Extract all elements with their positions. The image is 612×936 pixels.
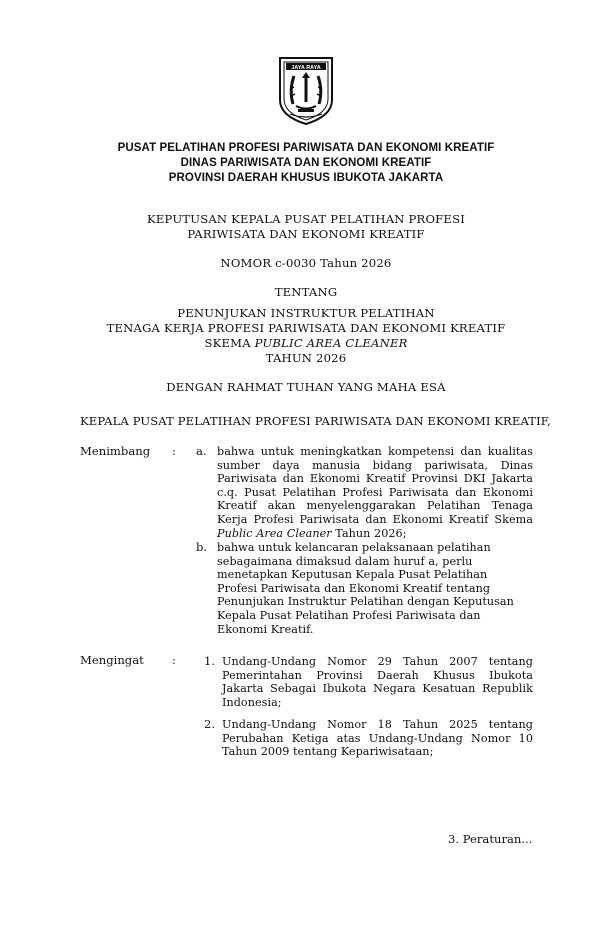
text-line: c.q. Pusat Pelatihan Profesi Pariwisata dan Ekonomi — [217, 485, 533, 499]
decree-number: NOMOR c-0030 Tahun 2026 — [220, 256, 392, 270]
text-line: Kerja Profesi Pariwisata dan Ekonomi Kreatif Skema — [217, 512, 533, 526]
decree-subject-line3 — [60, 336, 552, 350]
decree-title-line2: PARIWISATA DAN EKONOMI KREATIF — [187, 227, 425, 241]
text-line: sumber daya manusia bidang pariwisata, Dinas — [217, 458, 533, 472]
text-line: Penunjukan Instruktur Pelatihan dengan Keputusan — [217, 595, 514, 609]
text-line: sebagaimana dimaksud dalam huruf a, perlu — [217, 554, 473, 568]
text-line: Undang-Undang Nomor 29 Tahun 2007 tentang — [222, 655, 533, 668]
menimbang-label: Menimbang — [80, 444, 151, 458]
text-line: Jakarta Sebagai Ibukota Negara Kesatuan Republik — [222, 682, 533, 696]
text-line: Indonesia; — [222, 695, 282, 709]
institution-name: PUSAT PELATIHAN PROFESI PARIWISATA DAN EKONOMI KREATIF — [117, 142, 495, 154]
province-name: PROVINSI DAERAH KHUSUS IBUKOTA JAKARTA — [168, 172, 444, 184]
jakarta-coat-of-arms-icon — [276, 56, 336, 126]
mengingat-label: Mengingat — [80, 653, 144, 667]
year-text: Tahun 2026; — [331, 526, 407, 540]
text-line — [217, 527, 533, 541]
mengingat-2-marker: 2. — [204, 717, 216, 731]
logo-motto: JAYA RAYA — [291, 65, 321, 71]
authority-line: KEPALA PUSAT PELATIHAN PROFESI PARIWISATA DAN EKONOMI KREATIF, — [80, 414, 551, 428]
decree-subject-line1: PENUNJUKAN INSTRUKTUR PELATIHAN — [177, 306, 435, 320]
scheme-prefix: SKEMA — [204, 336, 255, 350]
decree-subject-line4: TAHUN 2026 — [265, 351, 347, 365]
text-line: menetapkan Keputusan Kepala Pusat Pelatihan — [217, 568, 488, 582]
text-line: Kepala Pusat Pelatihan Profesi Pariwisata dan — [217, 608, 481, 622]
text-line: Profesi Pariwisata dan Ekonomi Kreatif tentang — [217, 581, 491, 595]
mengingat-1-marker: 1. — [204, 654, 216, 668]
menimbang-a-text — [217, 445, 533, 540]
mengingat-colon: : — [172, 653, 176, 667]
menimbang-colon: : — [172, 444, 176, 458]
decree-subject-line2: TENAGA KERJA PROFESI PARIWISATA DAN EKONOMI KREATIF — [106, 321, 506, 335]
text-line: Kreatif akan menyelenggarakan Pelatihan Tenaga — [217, 499, 533, 513]
text-line: bahwa untuk kelancaran pelaksanaan pelatihan — [217, 541, 491, 554]
text-line: Pemerintahan Provinsi Daerah Khusus Ibukota — [222, 668, 533, 682]
scheme-name-italic: Public Area Cleaner — [217, 526, 332, 540]
blessing-line: DENGAN RAHMAT TUHAN YANG MAHA ESA — [166, 380, 446, 394]
text-line: Pariwisata dan Ekonomi Kreatif Provinsi DKI Jakarta — [217, 472, 533, 486]
menimbang-a-marker: a. — [196, 444, 207, 458]
mengingat-2-text — [222, 718, 533, 759]
decree-about: TENTANG — [274, 285, 338, 299]
decree-title-line1: KEPUTUSAN KEPALA PUSAT PELATIHAN PROFESI — [147, 212, 465, 226]
text-line: Perubahan Ketiga atas Undang-Undang Nomor 10 — [222, 731, 533, 745]
text-line: Tahun 2009 tentang Kepariwisataan; — [222, 745, 434, 759]
menimbang-b-marker: b. — [196, 540, 208, 554]
text-line: bahwa untuk meningkatkan kompetensi dan kualitas — [217, 445, 533, 458]
text-line: Undang-Undang Nomor 18 Tahun 2025 tentang — [222, 718, 533, 731]
text-line: Ekonomi Kreatif. — [217, 622, 314, 636]
continuation-note: 3. Peraturan... — [448, 832, 533, 846]
mengingat-1-text — [222, 655, 533, 709]
menimbang-b-text — [217, 541, 533, 636]
department-name: DINAS PARIWISATA DAN EKONOMI KREATIF — [180, 157, 432, 169]
scheme-name: PUBLIC AREA CLEANER — [254, 336, 408, 350]
